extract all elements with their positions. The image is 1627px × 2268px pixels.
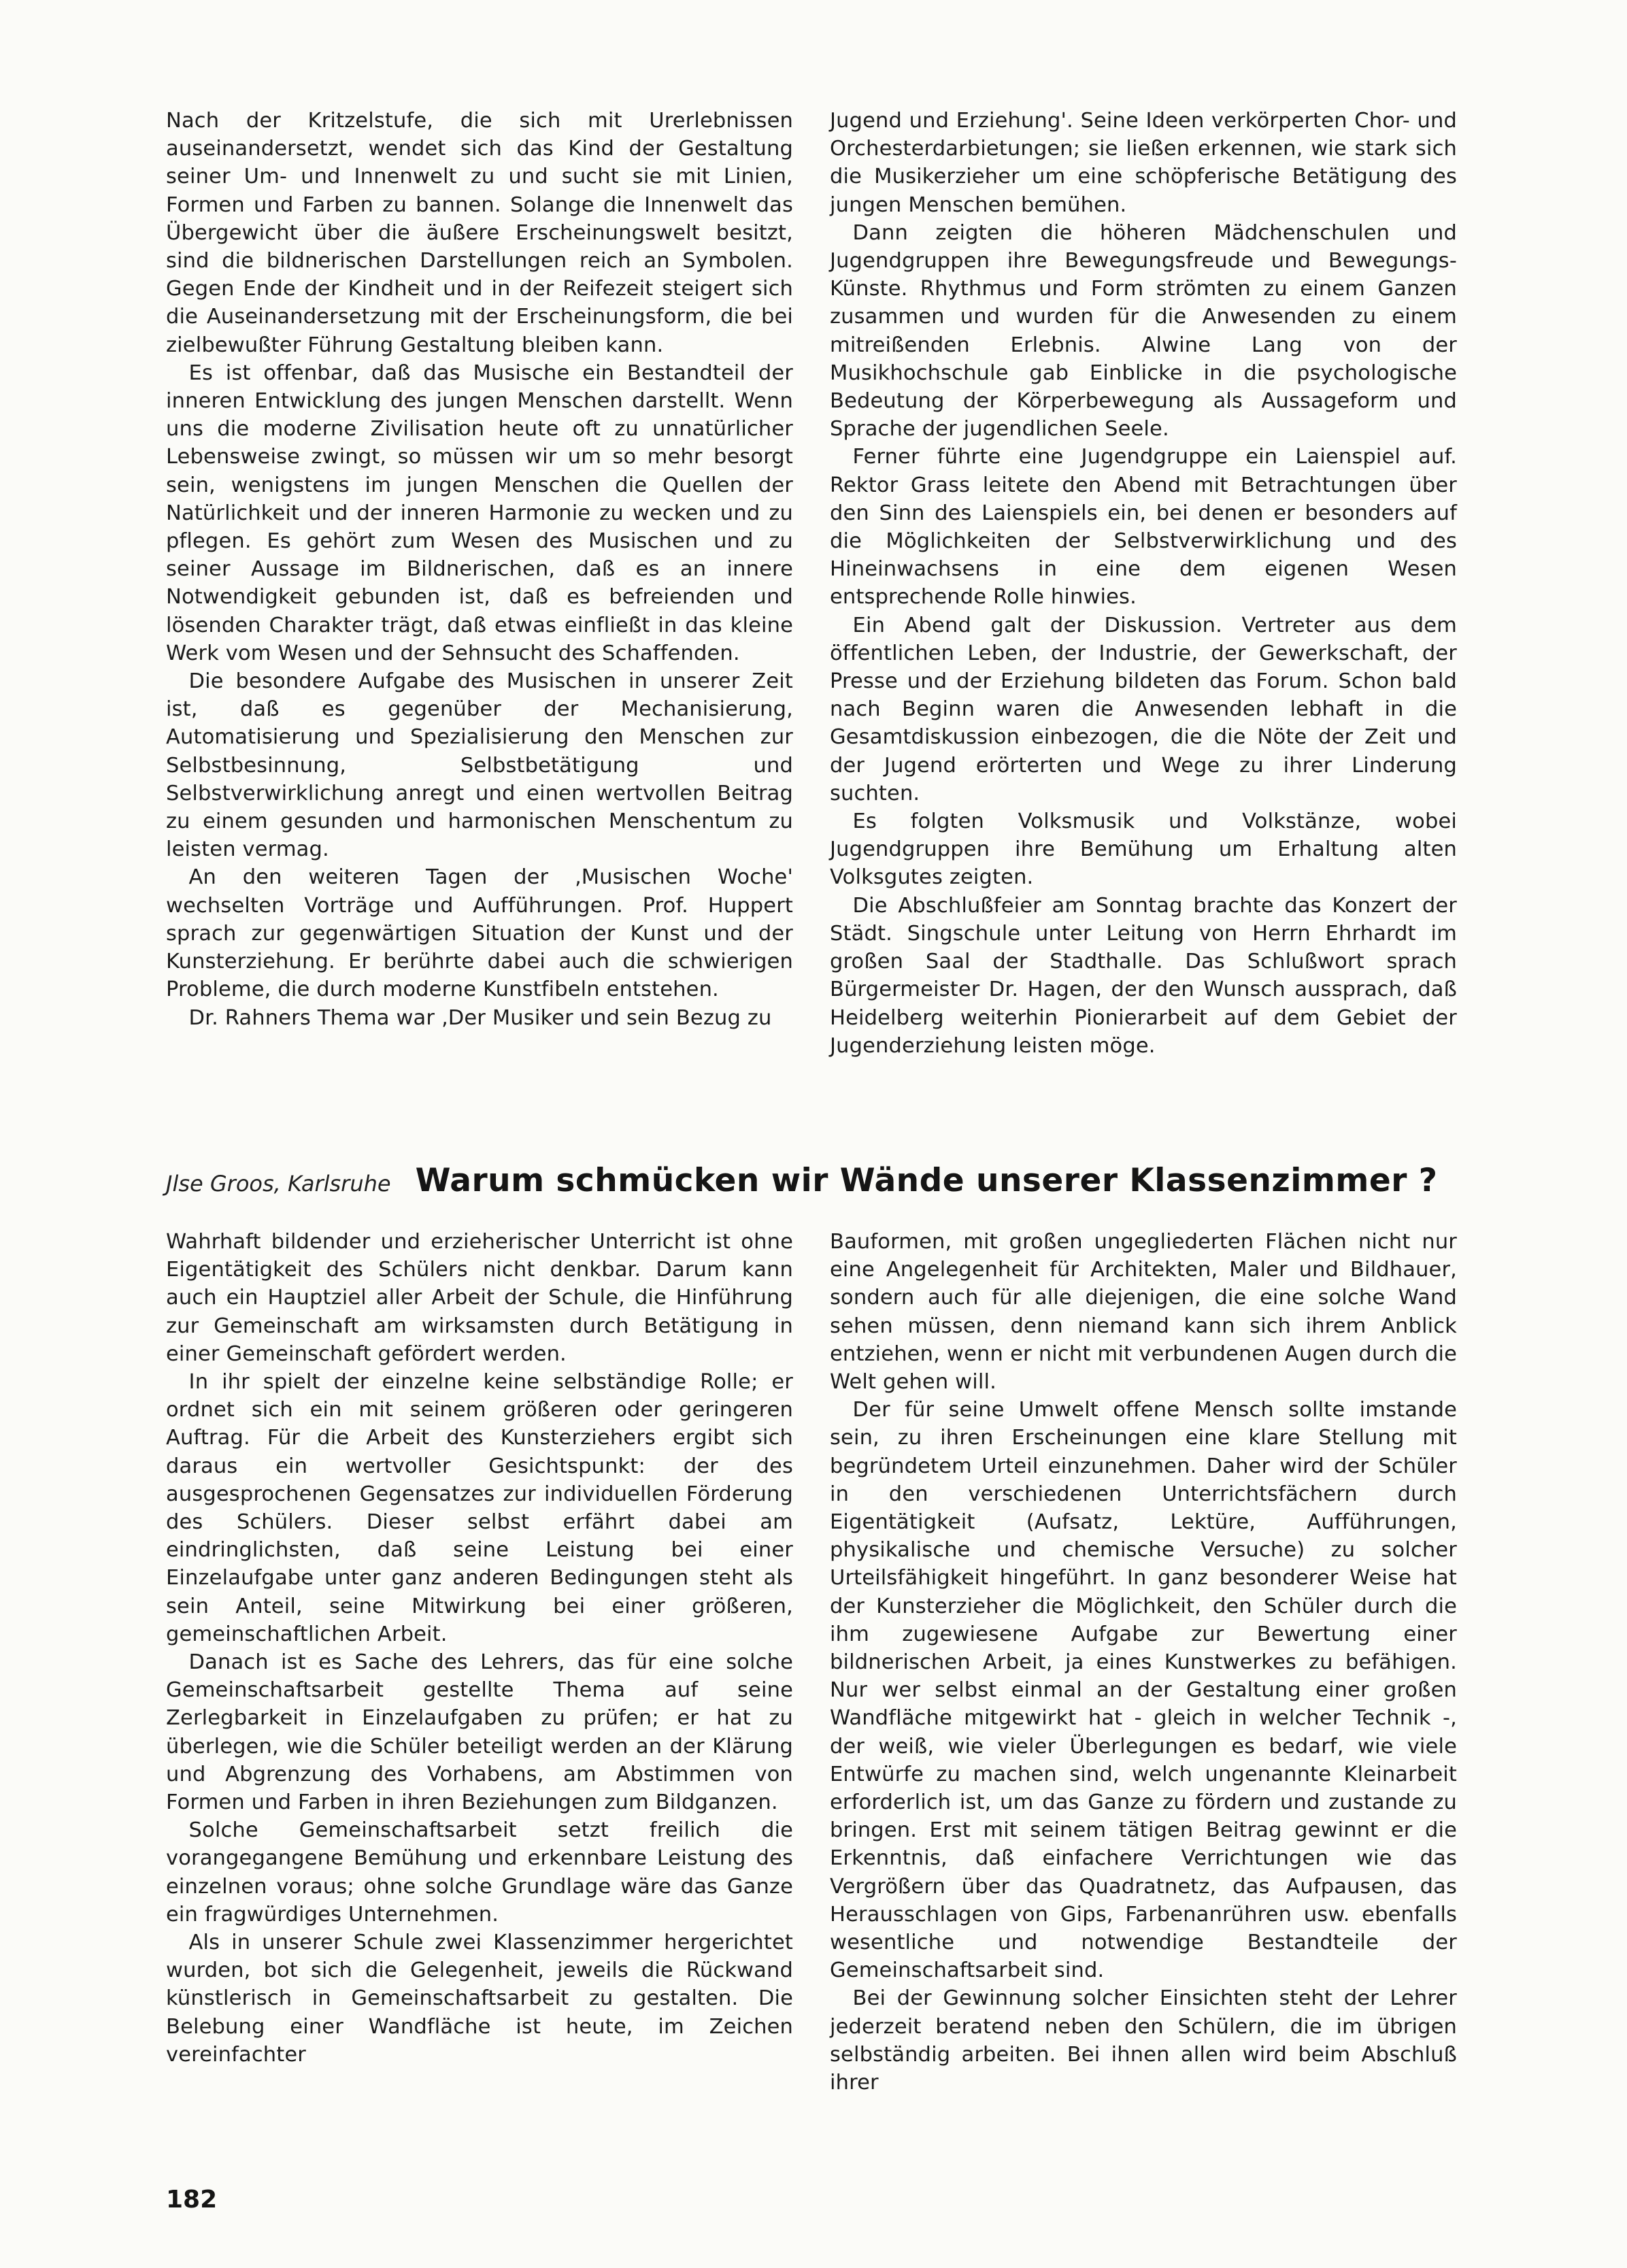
article-header bbox=[166, 1162, 1458, 1199]
paragraph: Dr. Rahners Thema war ‚Der Musiker und sein Bezug zu bbox=[188, 1005, 772, 1030]
paragraph: Nach der Kritzelstufe, die sich mit Urerlebnissen auseinandersetzt, wendet sich das Kind der Gestaltung seiner Um- und Innenwelt zu und sucht sie mit Linien, Formen und Farben zu bannen. Solange die Innenwelt das Übergewicht über die äußere Erscheinungswelt besitzt, sind die bildnerischen Darstellungen reich an Symbolen. Gegen Ende der Kindheit und in der Reifezeit steigert sich die Auseinandersetzung mit der Erscheinungsform, die bei zielbewußter Führung Gestaltung bleiben kann. bbox=[166, 109, 793, 357]
paragraph: Solche Gemeinschaftsarbeit setzt freilich die vorangegangene Bemühung und erkennbare Leistung des einzelnen voraus; ohne solche Grundlage wäre das Ganze ein fragwürdiges Unternehmen. bbox=[166, 1818, 793, 1927]
article-title: Warum schmücken wir Wände unserer Klassenzimmer ? bbox=[415, 1162, 1438, 1199]
page-number: 182 bbox=[166, 2186, 218, 2214]
paragraph: Die Abschlußfeier am Sonntag brachte das Konzert der Städt. Singschule unter Leitung von Herrn Ehrhardt im großen Saal der Stadthalle. Das Schlußwort sprach Bürgermeister Dr. Hagen, der den Wunsch aussprach, daß Heidelberg weiterhin Pionierarbeit auf dem Gebiet der Jugenderziehung leisten möge. bbox=[830, 893, 1457, 1058]
paragraph: An den weiteren Tagen der ‚Musischen Woche' wechselten Vorträge und Aufführungen. Prof. Huppert sprach zur gegenwärtigen Situation der Kunst und der Kunsterziehung. Er berührte dabei auch die schwierigen Probleme, die durch moderne Kunstfibeln entstehen. bbox=[166, 865, 793, 1002]
paragraph: Danach ist es Sache des Lehrers, das für eine solche Gemeinschaftsarbeit gestellte Thema auf seine Zerlegbarkeit in Einzelaufgaben zu prüfen; er hat zu überlegen, wie die Schüler beteiligt werden an der Klärung und Abgrenzung des Vorhabens, am Abstimmen von Formen und Farben in ihren Beziehungen zum Bildganzen. bbox=[166, 1650, 793, 1815]
top-article-column-right bbox=[830, 107, 1457, 1060]
paragraph: Wahrhaft bildender und erzieherischer Unterricht ist ohne Eigentätigkeit des Schülers nicht denkbar. Darum kann auch ein Hauptziel aller Arbeit der Schule, die Hinführung zur Gemeinschaft am wirksamsten durch Betätigung in einer Gemeinschaft gefördert werden. bbox=[166, 1230, 793, 1366]
paragraph: In ihr spielt der einzelne keine selbständige Rolle; er ordnet sich ein mit seinem größeren oder geringeren Auftrag. Für die Arbeit des Kunsterziehers ergibt sich daraus ein wertvoller Gesichtspunkt: der des ausgesprochenen Gegensatzes zur individuellen Förderung des Schülers. Dieser selbst erfährt dabei am eindringlichsten, daß seine Leistung bei einer Einzelaufgabe unter ganz anderen Bedingungen steht als sein Anteil, seine Mitwirkung bei einer größeren, gemeinschaftlichen Arbeit. bbox=[166, 1370, 793, 1646]
paragraph: Es folgten Volksmusik und Volkstänze, wobei Jugendgruppen ihre Bemühung um Erhaltung alten Volksgutes zeigten. bbox=[830, 810, 1457, 890]
paragraph: Bei der Gewinnung solcher Einsichten steht der Lehrer jederzeit beratend neben den Schülern, die im übrigen selbständig arbeiten. Bei ihnen allen wird beim Abschluß ihrer bbox=[830, 1986, 1457, 2095]
article-column-right bbox=[830, 1228, 1457, 2097]
top-article-column-left bbox=[166, 107, 793, 1032]
article-author: Jlse Groos, Karlsruhe bbox=[166, 1171, 391, 1197]
paragraph: Als in unserer Schule zwei Klassenzimmer hergerichtet wurden, bot sich die Gelegenheit, jeweils die Rückwand künstlerisch in Gemeinschaftsarbeit zu gestalten. Die Belebung einer Wandfläche ist heute, im Zeichen vereinfachter bbox=[166, 1931, 793, 2067]
paragraph: Bauformen, mit großen ungegliederten Flächen nicht nur eine Angelegenheit für Architekten, Maler und Bildhauer, sondern auch für alle diejenigen, die eine solche Wand sehen müssen, denn niemand kann sich ihrem Anblick entziehen, wenn er nicht mit verbundenen Augen durch die Welt gehen will. bbox=[830, 1230, 1457, 1395]
paragraph: Ferner führte eine Jugendgruppe ein Laienspiel auf. Rektor Grass leitete den Abend mit Betrachtungen über den Sinn des Laienspiels ein, bei denen er besonders auf die Möglichkeiten der Selbstverwirklichung und des Hineinwachsens in eine dem eigenen Wesen entsprechende Rolle hinwies. bbox=[830, 445, 1457, 610]
paragraph: Die besondere Aufgabe des Musischen in unserer Zeit ist, daß es gegenüber der Mechanisierung, Automatisierung und Spezialisierung den Menschen zur Selbstbesinnung, Selbstbetätigung und Selbstverwirklichung anregt und einen wertvollen Beitrag zu einem gesunden und harmonischen Menschentum zu leisten vermag. bbox=[166, 669, 793, 862]
paragraph: Ein Abend galt der Diskussion. Vertreter aus dem öffentlichen Leben, der Industrie, der Gewerkschaft, der Presse und der Erziehung bildeten das Forum. Schon bald nach Beginn waren die Anwesenden lebhaft in die Gesamtdiskussion einbezogen, die die Nöte der Zeit und der Jugend erörterten und Wege zu ihrer Linderung suchten. bbox=[830, 613, 1457, 805]
paragraph: Es ist offenbar, daß das Musische ein Bestandteil der inneren Entwicklung des jungen Menschen darstellt. Wenn uns die moderne Zivilisation heute oft zu unnatürlicher Lebensweise zwingt, so müssen wir um so mehr besorgt sein, wenigstens im jungen Menschen die Quellen der Natürlichkeit und der inneren Harmonie zu wecken und zu pflegen. Es gehört zum Wesen des Musischen und zu seiner Aussage im Bildnerischen, daß es an innere Notwendigkeit gebunden ist, daß es befreienden und lösenden Charakter trägt, daß etwas einfließt in das kleine Werk vom Wesen und der Sehnsucht des Schaffenden. bbox=[166, 361, 793, 665]
paragraph: Der für seine Umwelt offene Mensch sollte imstande sein, zu ihren Erscheinungen eine klare Stellung mit begründetem Urteil einzunehmen. Daher wird der Schüler in den verschiedenen Unterrichtsfächern durch Eigentätigkeit (Aufsatz, Lektüre, Aufführungen, physikalische und chemische Versuche) zu solcher Urteilsfähigkeit hingeführt. In ganz besonderer Weise hat der Kunsterzieher die Möglichkeit, den Schüler durch die ihm zugewiesene Aufgabe zur Bewertung einer bildnerischen Arbeit, ja eines Kunstwerkes zu befähigen. Nur wer selbst einmal an der Gestaltung einer großen Wandfläche mitgewirkt hat - gleich in welcher Technik -, der weiß, wie vieler Überlegungen es bedarf, wie viele Entwürfe zu machen sind, welch ungenannte Kleinarbeit erforderlich ist, um das Ganze zu fördern und zustande zu bringen. Erst mit seinem tätigen Beitrag gewinnt er die Erkenntnis, daß einfachere Verrichtungen wie das Vergrößern über das Quadratnetz, das Aufpausen, das Herausschlagen von Gips, Farbenanrühren usw. ebenfalls wesentliche und notwendige Bestandteile der Gemeinschaftsarbeit sind. bbox=[830, 1398, 1457, 1983]
paragraph: Dann zeigten die höheren Mädchenschulen und Jugendgruppen ihre Bewegungsfreude und Bewegungs-Künste. Rhythmus und Form strömten zu einem Ganzen zusammen und wurden für die Anwesenden zu einem mitreißenden Erlebnis. Alwine Lang von der Musikhochschule gab Einblicke in die psychologische Bedeutung der Körperbewegung als Aussageform und Sprache der jugendlichen Seele. bbox=[830, 220, 1457, 441]
paragraph: Jugend und Erziehung'. Seine Ideen verkörperten Chor- und Orchesterdarbietungen; sie ließen erkennen, wie stark sich die Musikerzieher um eine schöpferische Betätigung des jungen Menschen bemühen. bbox=[830, 109, 1457, 217]
article-column-left bbox=[166, 1228, 793, 2069]
